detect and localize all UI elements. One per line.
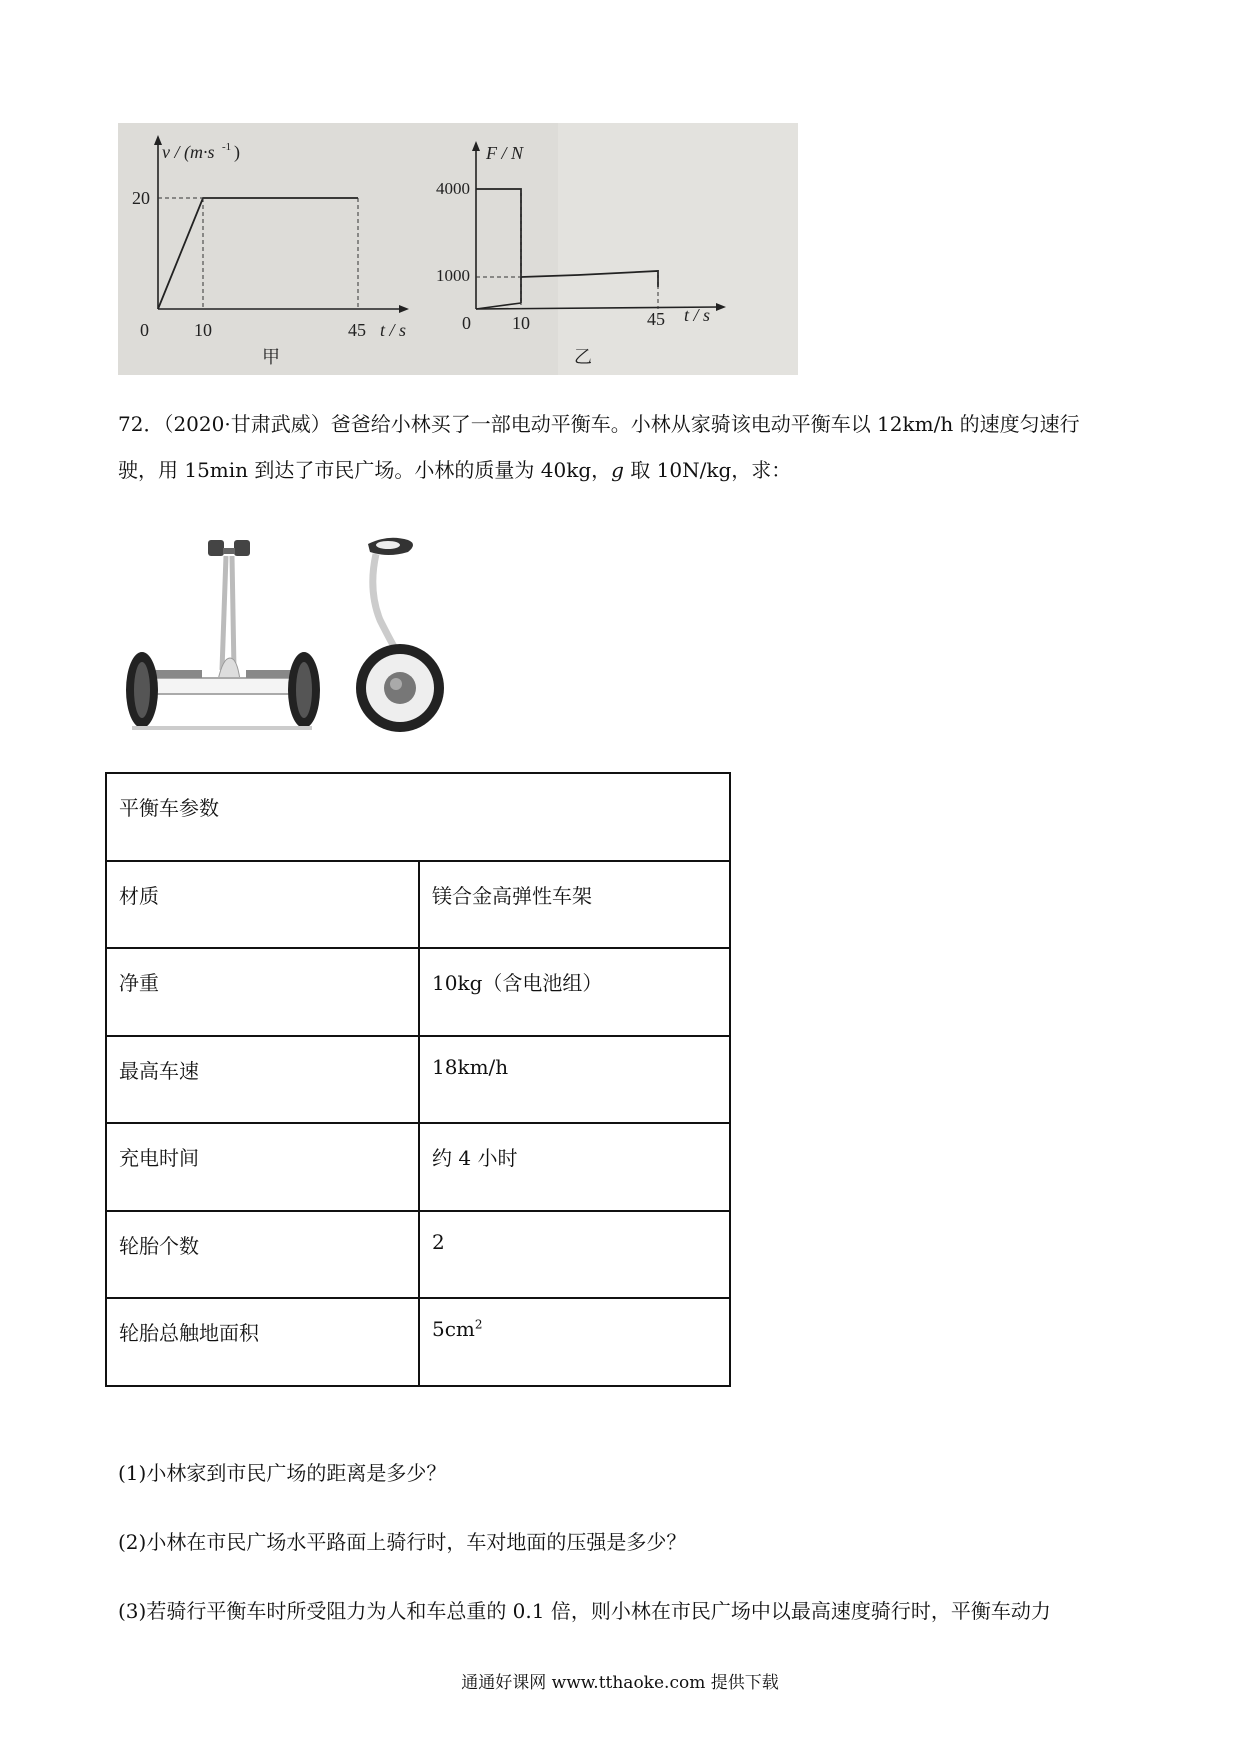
graph-b-y-tick-1000: 1000: [436, 266, 470, 285]
graph-b-y-tick-4000: 4000: [436, 179, 470, 198]
row-value-charge-time: 约 4 小时: [419, 1123, 730, 1211]
graph-a-y-exp: -1: [222, 141, 232, 153]
table-row: [106, 1211, 730, 1299]
graph-b-x-label: t / s: [684, 305, 711, 325]
row-value-contact-area: [419, 1298, 730, 1386]
row-value-material: 镁合金高弹性车架: [419, 861, 730, 949]
question-var-g: g: [611, 458, 624, 482]
table-row: [106, 1123, 730, 1211]
row-label-net-weight: 净重: [106, 948, 419, 1036]
graph-b-caption: 乙: [574, 347, 592, 367]
graph-b-x-tick-10: 10: [512, 313, 530, 333]
graph-a-x-tick-10: 10: [194, 320, 212, 340]
table-row: [106, 948, 730, 1036]
graphs-photo: [118, 123, 798, 375]
graph-a-x-label: t / s: [380, 320, 407, 340]
row-label-material: 材质: [106, 861, 419, 949]
row-label-tire-count: 轮胎个数: [106, 1211, 419, 1299]
table-row: [106, 861, 730, 949]
graph-a-caption: 甲: [262, 347, 280, 367]
row-label-contact-area: 轮胎总触地面积: [106, 1298, 419, 1386]
row-value-tire-count: 2: [419, 1211, 730, 1299]
graph-a-x-tick-45: 45: [348, 320, 366, 340]
contact-area-value: 5cm: [432, 1317, 475, 1342]
scooter-params-table: [105, 772, 731, 1387]
subquestion-3: (3)若骑行平衡车时所受阻力为人和车总重的 0.1 倍，则小林在市民广场中以最高速度骑行时，平衡车动力: [118, 1599, 1051, 1623]
graph-a-y-close: ): [234, 142, 240, 162]
graph-a-y-tick: 20: [132, 188, 150, 208]
graph-b-x-tick-0: 0: [462, 313, 471, 333]
table-row: [106, 1298, 730, 1386]
subquestion-1: (1)小林家到市民广场的距离是多少？: [118, 1461, 447, 1485]
page-footer: 通通好课网 www.tthaoke.com 提供下载: [461, 1673, 779, 1693]
graphs-figure: [118, 123, 798, 375]
graph-a-x-tick-0: 0: [140, 320, 149, 340]
row-label-max-speed: 最高车速: [106, 1036, 419, 1124]
table-header-row: [106, 773, 730, 861]
graph-a-y-label: v / (m·s: [162, 142, 215, 162]
question-line-1: 72．（2020·甘肃武威）爸爸给小林买了一部电动平衡车。小林从家骑该电动平衡车以 12km/h 的速度匀速行: [118, 412, 1080, 436]
row-value-net-weight: 10kg（含电池组）: [419, 948, 730, 1036]
question-line-2-post: 取 10N/kg，求：: [623, 458, 792, 482]
row-value-max-speed: 18km/h: [419, 1036, 730, 1124]
graph-b-x-tick-45: 45: [647, 309, 665, 329]
scooter-front-view: [126, 540, 320, 730]
graph-b-y-label: F / N: [486, 143, 524, 163]
subquestion-2: (2)小林在市民广场水平路面上骑行时，车对地面的压强是多少？: [118, 1530, 687, 1554]
balance-scooter-drawing: [118, 530, 478, 735]
question-line-2: [118, 455, 791, 485]
balance-scooter-image: [118, 530, 478, 735]
question-line-2-pre: 驶，用 15min 到达了市民广场。小林的质量为 40kg，: [118, 458, 612, 482]
table-header-cell: 平衡车参数: [106, 773, 730, 861]
contact-area-exponent: 2: [474, 1317, 483, 1332]
row-label-charge-time: 充电时间: [106, 1123, 419, 1211]
scooter-side-view: [356, 538, 444, 732]
table-row: [106, 1036, 730, 1124]
